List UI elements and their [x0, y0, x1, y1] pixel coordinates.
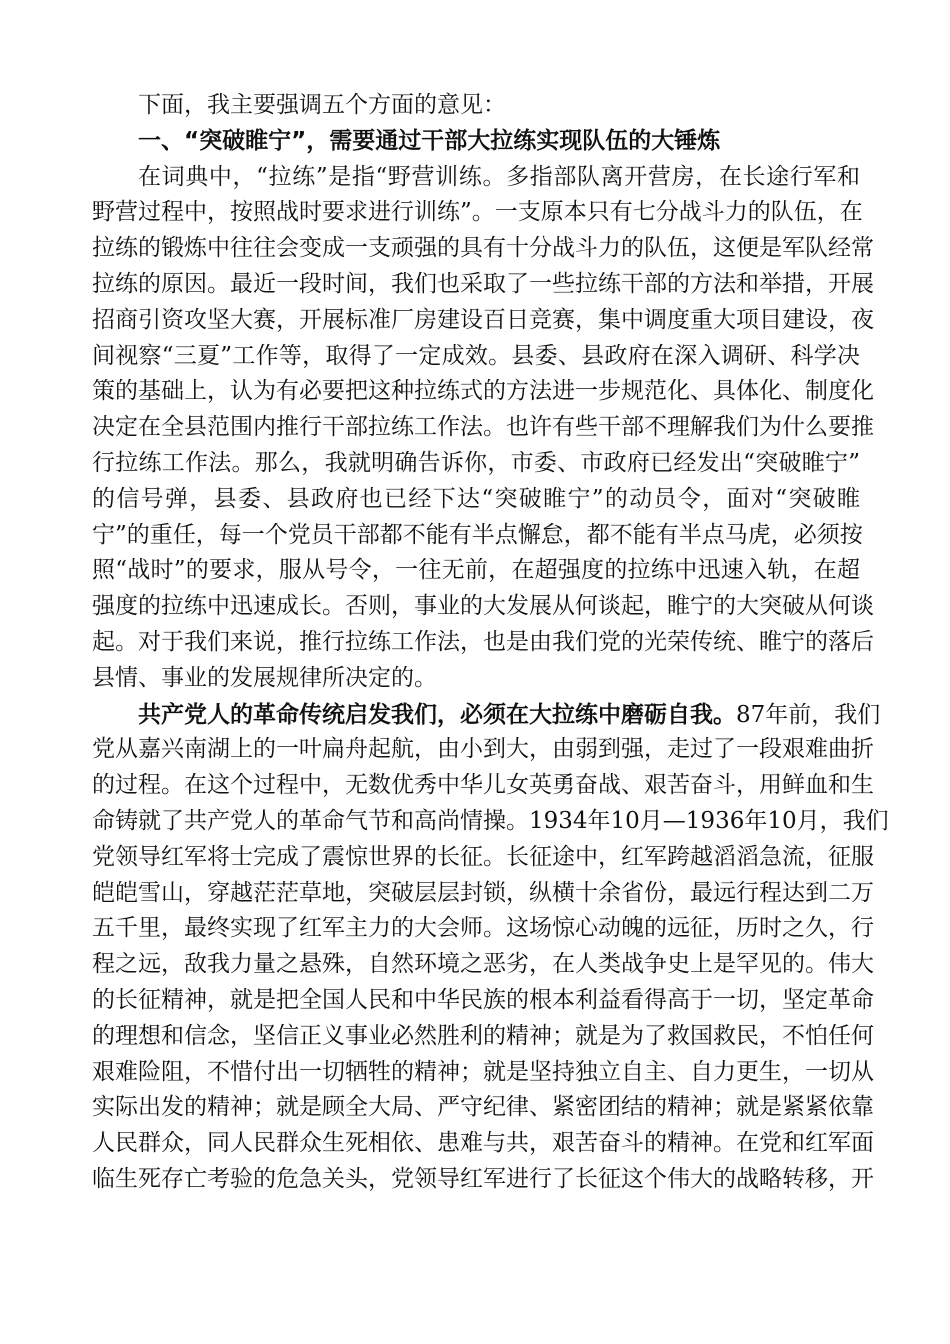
paragraph-line: 程之远，敌我力量之悬殊，自然环境之恶劣，在人类战争史上是罕见的。伟大 [92, 951, 874, 978]
paragraph-1 [92, 160, 874, 697]
paragraph-line: 决定在全县范围内推行干部拉练工作法。也许有些干部不理解我们为什么要推 [92, 414, 874, 441]
paragraph-line: 策的基础上，认为有必要把这种拉练式的方法进一步规范化、具体化、制度化 [92, 378, 874, 405]
paragraph-line: 招商引资攻坚大赛，开展标准厂房建设百日竞赛，集中调度重大项目建设，夜 [92, 306, 874, 333]
intro-line: 下面，我主要强调五个方面的意见： [138, 92, 506, 118]
paragraph-line: 照“战时”的要求，服从号令，一往无前，在超强度的拉练中迅速入轨，在超 [92, 557, 860, 584]
paragraph-line: 皑皑雪山，穿越茫茫草地，突破层层封锁，纵横十余省份，最远行程达到二万 [92, 879, 874, 906]
paragraph-line: 党从嘉兴南湖上的一叶扁舟起航，由小到大，由弱到强，走过了一段艰难曲折 [92, 736, 874, 763]
section-heading: 一、“突破睢宁”，需要通过干部大拉练实现队伍的大锤炼 [138, 127, 721, 154]
paragraph-line: 临生死存亡考验的危急关头，党领导红军进行了长征这个伟大的战略转移，开 [92, 1165, 874, 1192]
paragraph-line: 行拉练工作法。那么，我就明确告诉你，市委、市政府已经发出“突破睢宁” [92, 449, 860, 476]
lead-rest-text: 87年前，我们 [736, 701, 881, 728]
paragraph-line: 人民群众，同人民群众生死相依、患难与共，艰苦奋斗的精神。在党和红军面 [92, 1130, 874, 1157]
paragraph-line: 起。对于我们来说，推行拉练工作法，也是由我们党的光荣传统、睢宁的落后 [92, 628, 874, 655]
document-page [92, 88, 889, 1198]
paragraph-line: 五千里，最终实现了红军主力的大会师。这场惊心动魄的远征，历时之久，行 [92, 915, 874, 942]
paragraph-line: 命铸就了共产党人的革命气节和高尚情操。1934年10月—1936年10月，我们 [92, 807, 889, 834]
paragraph-line: 宁”的重任，每一个党员干部都不能有半点懈怠，都不能有半点马虎，必须按 [92, 521, 863, 548]
paragraph-line: 的长征精神，就是把全国人民和中华民族的根本利益看得高于一切，坚定革命 [92, 986, 874, 1013]
bold-lead-sentence: 共产党人的革命传统启发我们，必须在大拉练中磨砺自我。 [138, 700, 736, 728]
paragraph-line: 拉练的锻炼中往往会变成一支顽强的具有十分战斗力的队伍，这便是军队经常 [92, 235, 874, 262]
paragraph-line: 间视察“三夏”工作等，取得了一定成效。县委、县政府在深入调研、科学决 [92, 342, 860, 369]
paragraph-line: 县情、事业的发展规律所决定的。 [92, 664, 437, 691]
paragraph-2 [92, 697, 889, 1198]
paragraph-line: 党领导红军将士完成了震惊世界的长征。长征途中，红军跨越滔滔急流，征服 [92, 843, 874, 870]
paragraph-line: 拉练的原因。最近一段时间，我们也采取了一些拉练干部的方法和举措，开展 [92, 270, 874, 297]
paragraph-line: 实际出发的精神；就是顾全大局、严守纪律、紧密团结的精神；就是紧紧依靠 [92, 1094, 874, 1121]
paragraph-line: 的信号弹，县委、县政府也已经下达“突破睢宁”的动员令，面对“突破睢 [92, 485, 860, 512]
paragraph-line: 在词典中，“拉练”是指“野营训练。多指部队离开营房，在长途行军和 [138, 163, 860, 190]
paragraph-line [92, 697, 881, 733]
paragraph-line: 野营过程中，按照战时要求进行训练”。一支原本只有七分战斗力的队伍，在 [92, 199, 863, 226]
paragraph-line: 的理想和信念，坚信正义事业必然胜利的精神；就是为了救国救民，不怕任何 [92, 1022, 874, 1049]
paragraph-line: 强度的拉练中迅速成长。否则，事业的大发展从何谈起，睢宁的大突破从何谈 [92, 593, 874, 620]
paragraph-line: 的过程。在这个过程中，无数优秀中华儿女英勇奋战、艰苦奋斗，用鲜血和生 [92, 772, 874, 799]
paragraph-line: 艰难险阻，不惜付出一切牺牲的精神；就是坚持独立自主、自力更生，一切从 [92, 1058, 874, 1085]
